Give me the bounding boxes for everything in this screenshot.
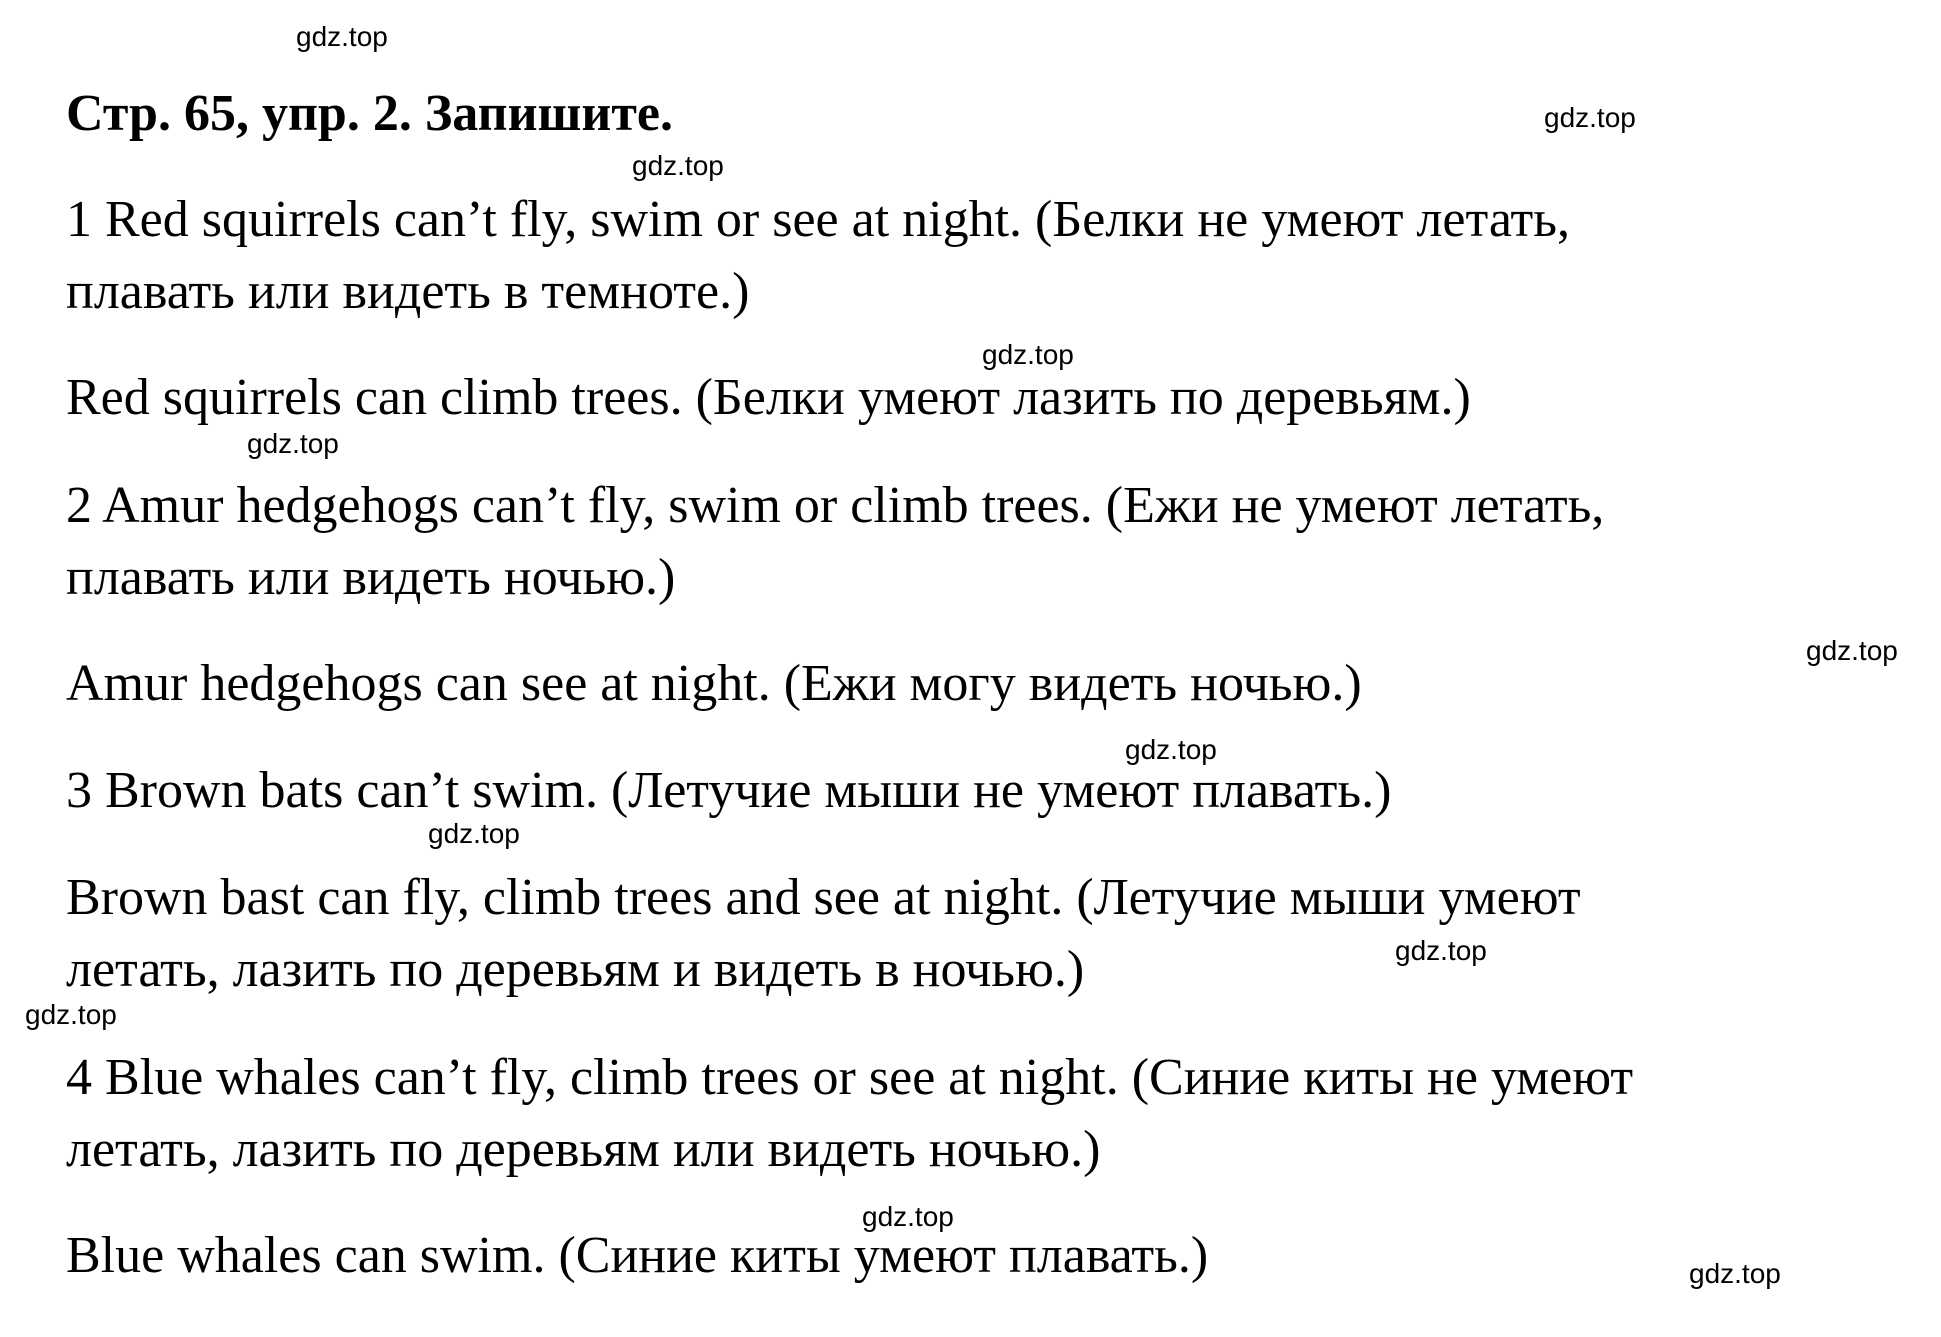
text-line: 4 Blue whales can’t fly, climb trees or see at night. (Синие киты не умеют — [66, 1049, 1634, 1106]
text-line: 3 Brown bats can’t swim. (Летучие мыши не умеют плавать.) — [66, 762, 1392, 819]
watermark: gdz.top — [428, 818, 520, 849]
watermark: gdz.top — [862, 1201, 954, 1232]
answer-paragraph-6 — [66, 862, 1856, 1006]
text-line: 1 Red squirrels can’t fly, swim or see at night. (Белки не умеют летать, — [66, 191, 1570, 248]
watermark: gdz.top — [25, 999, 117, 1030]
watermark: gdz.top — [247, 428, 339, 459]
watermark: gdz.top — [1806, 635, 1898, 666]
answer-paragraph-3 — [66, 470, 1856, 614]
watermark: gdz.top — [1125, 734, 1217, 765]
answer-paragraph-1 — [66, 184, 1856, 328]
text-line: Brown bast can fly, climb trees and see at night. (Летучие мыши умеют — [66, 869, 1581, 926]
answer-paragraph-5 — [66, 755, 1856, 827]
watermark: gdz.top — [982, 339, 1074, 370]
watermark: gdz.top — [632, 150, 724, 181]
watermark: gdz.top — [1395, 935, 1487, 966]
answer-paragraph-7 — [66, 1042, 1856, 1186]
text-line: плавать или видеть ночью.) — [66, 549, 676, 606]
answer-paragraph-2 — [66, 362, 1856, 434]
watermark: gdz.top — [1689, 1258, 1781, 1289]
answer-paragraph-4 — [66, 648, 1856, 720]
answer-paragraph-8 — [66, 1220, 1856, 1292]
watermark: gdz.top — [296, 21, 388, 52]
text-line: летать, лазить по деревьям и видеть в ночью.) — [66, 941, 1085, 998]
text-line: летать, лазить по деревьям или видеть ночью.) — [66, 1121, 1101, 1178]
text-line: Amur hedgehogs can see at night. (Ежи могу видеть ночью.) — [66, 655, 1362, 712]
text-line: Blue whales can swim. (Синие киты умеют плавать.) — [66, 1227, 1209, 1284]
text-line: 2 Amur hedgehogs can’t fly, swim or climb trees. (Ежи не умеют летать, — [66, 477, 1605, 534]
text-line: плавать или видеть в темноте.) — [66, 263, 750, 320]
text-line: Red squirrels can climb trees. (Белки умеют лазить по деревьям.) — [66, 369, 1471, 426]
page-title: Стр. 65, упр. 2. Запишите. — [66, 85, 674, 142]
watermark: gdz.top — [1544, 102, 1636, 133]
